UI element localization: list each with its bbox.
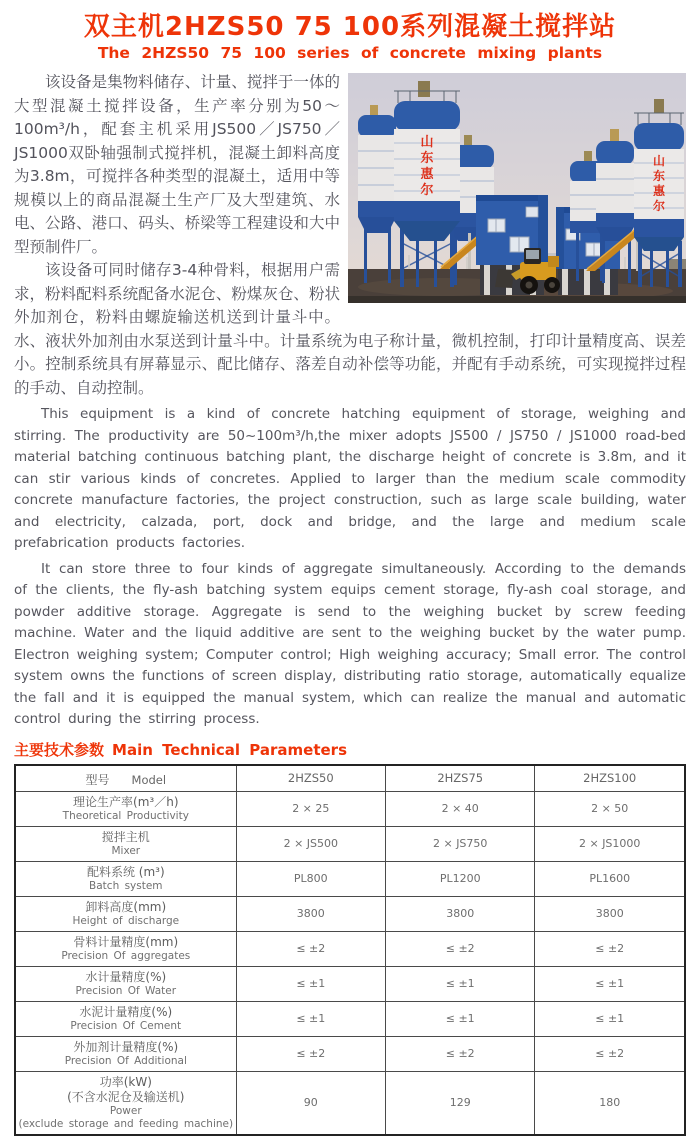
cell-value: ≤ ±1 [236, 1001, 385, 1036]
section-heading-en: Main Technical Parameters [112, 740, 347, 759]
row-label-cn: 配料系统 (m³) [86, 864, 165, 879]
row-label-cn: 水计量精度(%) [85, 969, 167, 984]
left-banner-silo [394, 81, 460, 287]
right-banner-char-1: 山 [652, 154, 666, 168]
cell-value: 2 × 25 [236, 791, 385, 826]
cell-value: ≤ ±2 [386, 1036, 535, 1071]
row-label-en: Precision Of aggregates [61, 949, 191, 962]
cell-value: ≤ ±1 [535, 1001, 685, 1036]
left-banner-char-4: 尔 [420, 183, 434, 198]
row-label-cn: 外加剂计量精度(%) [73, 1039, 179, 1054]
plant-photo-illustration [348, 73, 686, 303]
cell-value: 2 × 40 [386, 791, 535, 826]
right-banner-char-4: 尔 [652, 199, 666, 213]
left-banner-char-3: 惠 [420, 167, 434, 182]
power-label-en-1: Power [109, 1104, 142, 1117]
row-label-cn: 骨料计量精度(mm) [73, 934, 179, 949]
table-header-row [15, 765, 685, 792]
intro-en-paragraph-1: This equipment is a kind of concrete hatching equipment of storage, weighing and stirring. The productivity are 50~100m³/h,the mixer adopts JS500 / JS750 / JS1000 road-bed material batching continuous batching plant, the discharge height of concrete is 3.8m, and it can stir various kinds of concretes. Applied to larger than the medium scale commodity concrete manufacture factories, the project construction, such as large scale building, water and electricity, calzada, port, dock and bridge, and the large and medium scale prefabrication products factories. [14, 406, 686, 551]
plant-photo [348, 73, 686, 303]
cell-value: ≤ ±2 [535, 931, 685, 966]
cell-value: ≤ ±1 [386, 1001, 535, 1036]
cell-value: PL1600 [535, 861, 685, 896]
intro-cn-paragraph-2: 该设备可同时储存3-4种骨料，根据用户需求，粉料配料系统配备水泥仓、粉煤灰仓、粉状外加剂仓，粉料由螺旋输送机送到计量斗中。水、液状外加剂由水泵送到计量斗中。计量系统为电子称计量，微机控制，打印计量精度高、误差小。控制系统具有屏幕显示、配比储存、落差自动补偿等功能，并配有手动系统，可实现搅拌过程的手动、自动控制。 [14, 261, 686, 397]
right-banner-char-3: 惠 [652, 184, 666, 198]
table-row-additive-precision [15, 1036, 685, 1071]
cell-value: ≤ ±1 [236, 966, 385, 1001]
intro-en-paragraph-2: It can store three to four kinds of aggregate simultaneously. According to the demands of the clients, the fly-ash batching system equips cement storage, fly-ash coal storage, and powder additive storage. Aggregate is send to the weighing bucket by screw feeding machine. Water and the liquid additive are sent to the weighing bucket by the water pump. Electron weighing system; Computer control; High weighing accuracy; Small error. The control system owns the functions of screen display, distributing ratio storage, automatically equalize the fall and it is equipped the manual system, which can realize the manual and automatic control during the stirring process. [14, 560, 686, 727]
table-row-power [15, 1071, 685, 1135]
page-title: 双主机2HZS50 75 100系列混凝土搅拌站 [83, 12, 617, 42]
cell-value: PL800 [236, 861, 385, 896]
row-label-en: Precision Of Additional [64, 1054, 187, 1067]
cell-value: 2 × JS750 [386, 826, 535, 861]
model-2hzs100: 2HZS100 [535, 765, 685, 792]
model-2hzs75: 2HZS75 [386, 765, 535, 792]
cell-value: 3800 [535, 896, 685, 931]
row-label-en: Precision Of Cement [70, 1019, 182, 1032]
row-label-cn: 水泥计量精度(%) [79, 1004, 173, 1019]
intro-en-section [14, 404, 686, 731]
power-label-en-2: (exclude storage and feeding machine) [18, 1117, 234, 1130]
model-2hzs50: 2HZS50 [236, 765, 385, 792]
cell-value: ≤ ±2 [236, 931, 385, 966]
power-label-cn-2: (不含水泥仓及输送机) [67, 1089, 185, 1104]
model-label-en: Model [131, 772, 167, 787]
left-banner-char-2: 东 [420, 151, 434, 166]
table-row-mixer [15, 826, 685, 861]
cell-value: 129 [386, 1071, 535, 1135]
table-row-discharge-height [15, 896, 685, 931]
cell-value: 90 [236, 1071, 385, 1135]
model-label-cn: 型号 [85, 772, 110, 787]
cell-value: 180 [535, 1071, 685, 1135]
row-label-en: Mixer [111, 844, 141, 857]
row-label-cn: 搅拌主机 [101, 829, 150, 844]
table-row-cement-precision [15, 1001, 685, 1036]
cell-value: 3800 [386, 896, 535, 931]
cell-value: ≤ ±2 [236, 1036, 385, 1071]
cell-value: PL1200 [386, 861, 535, 896]
page-subtitle: The 2HZS50 75 100 series of concrete mixing plants [97, 44, 603, 62]
cell-value: ≤ ±2 [386, 931, 535, 966]
model-label-cell [15, 765, 236, 792]
cell-value: ≤ ±2 [535, 1036, 685, 1071]
cell-value: 2 × JS500 [236, 826, 385, 861]
intro-section [14, 71, 686, 731]
power-label-cn-1: 功率(kW) [99, 1074, 152, 1089]
cell-value: 3800 [236, 896, 385, 931]
cell-value: ≤ ±1 [386, 966, 535, 1001]
section-heading-cn: 主要技术参数 [14, 740, 105, 759]
left-banner-char-1: 山 [420, 135, 434, 150]
row-label-en: Precision Of Water [75, 984, 177, 997]
table-row-aggregate-precision [15, 931, 685, 966]
row-label-en: Batch system [89, 879, 163, 892]
right-banner-char-2: 东 [652, 169, 666, 183]
cell-value: 2 × JS1000 [535, 826, 685, 861]
cell-value: 2 × 50 [535, 791, 685, 826]
row-label-cn: 理论生产率(m³／h) [73, 794, 179, 809]
row-label-en: Height of discharge [72, 914, 180, 927]
table-row-productivity [15, 791, 685, 826]
row-label-cn: 卸料高度(mm) [85, 899, 167, 914]
row-label-en: Theoretical Productivity [62, 809, 189, 822]
intro-cn-paragraph-1: 该设备是集物料储存、计量、搅拌于一体的大型混凝土搅拌设备，生产率分别为50～100m³/h，配套主机采用JS500／JS750／JS1000双卧轴强制式搅拌机，混凝土卸料高度为3.8m，可搅拌各种类型的混凝土，适用中等规模以上的商品混凝土生产厂及大型建筑、水电、公路、港口、码头、桥梁等工程建设和大中型预制件厂。 [14, 73, 340, 256]
table-row-batch-system [15, 861, 685, 896]
table-row-water-precision [15, 966, 685, 1001]
section-heading [14, 739, 686, 760]
cell-value: ≤ ±1 [535, 966, 685, 1001]
specs-table [14, 764, 686, 1136]
